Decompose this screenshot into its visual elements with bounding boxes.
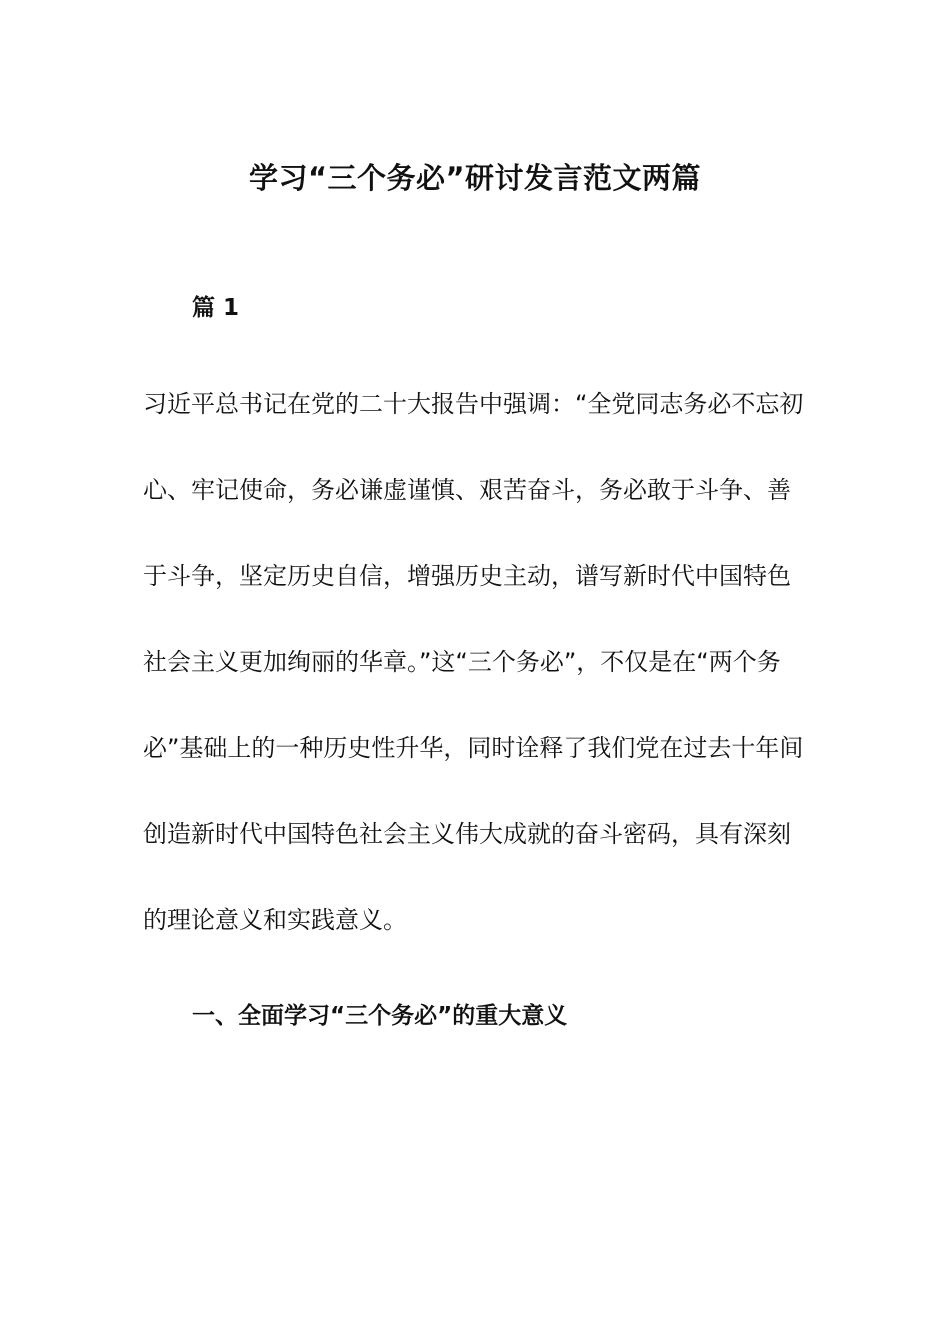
section-label: 篇 1 (192, 295, 240, 321)
paragraph-line-7: 的理论意义和实践意义。 (143, 906, 407, 934)
paragraph-line-3: 于斗争，坚定历史自信，增强历史主动，谱写新时代中国特色 (143, 562, 791, 590)
document-title: 学习“三个务必”研讨发言范文两篇 (248, 161, 702, 195)
subheading: 一、全面学习“三个务必”的重大意义 (192, 1003, 568, 1029)
paragraph-line-6: 创造新时代中国特色社会主义伟大成就的奋斗密码，具有深刻 (143, 820, 791, 848)
paragraph-line-1: 习近平总书记在党的二十大报告中强调：“全党同志务必不忘初 (143, 390, 804, 418)
paragraph-line-2: 心、牢记使命，务必谦虚谨慎、艰苦奋斗，务必敢于斗争、善 (143, 476, 791, 504)
paragraph-line-4: 社会主义更加绚丽的华章。”这“三个务必”，不仅是在“两个务 (143, 648, 781, 676)
paragraph-line-5: 必”基础上的一种历史性升华，同时诠释了我们党在过去十年间 (143, 734, 804, 762)
